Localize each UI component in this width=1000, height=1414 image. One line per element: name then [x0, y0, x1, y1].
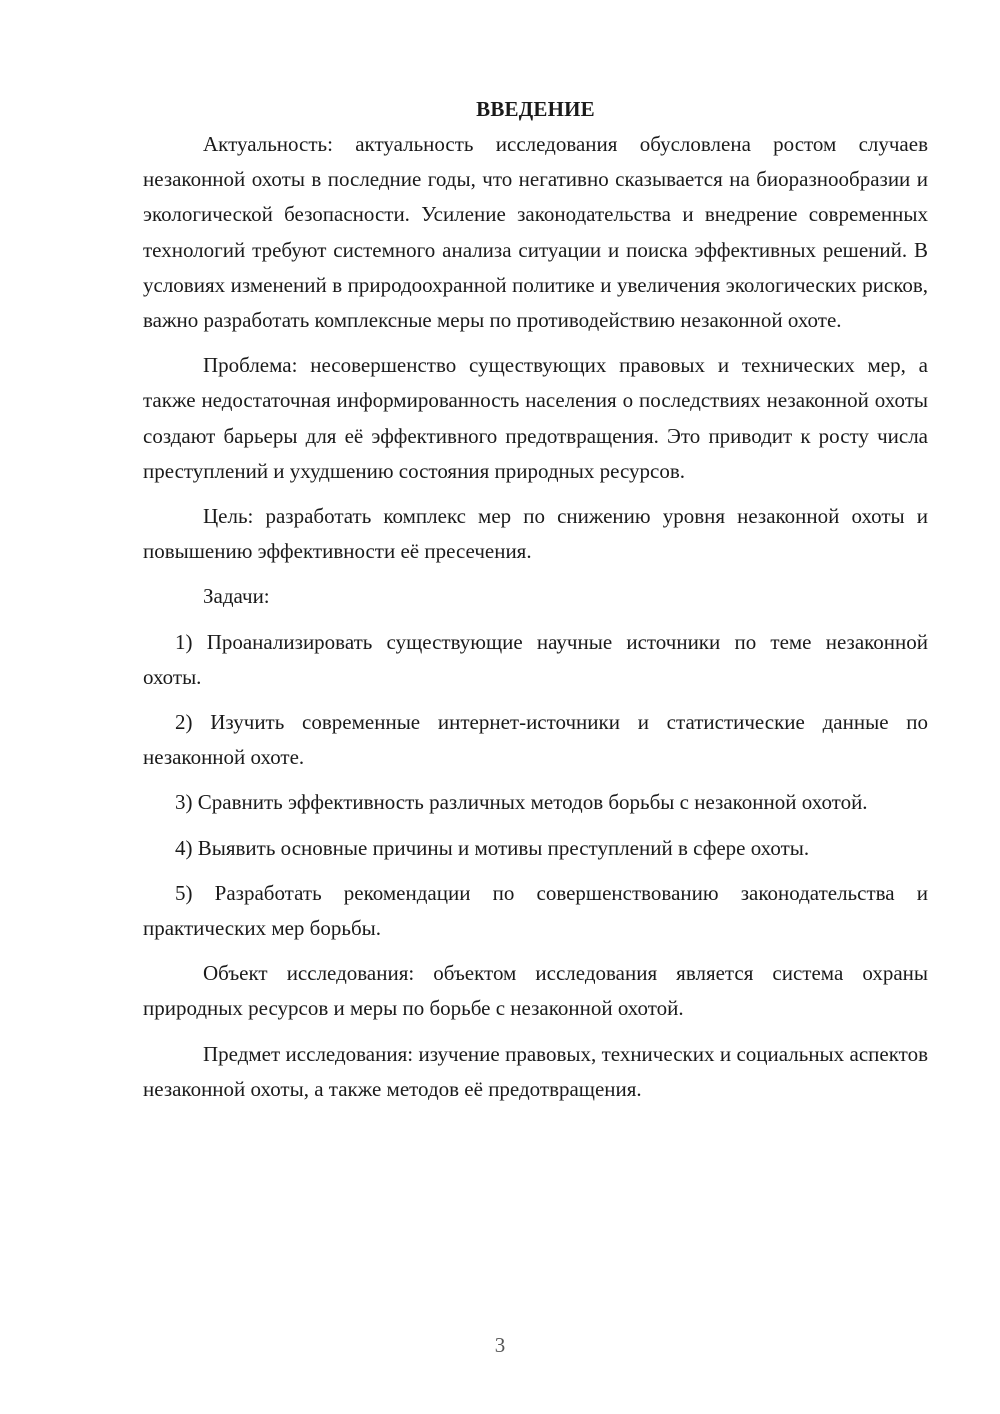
paragraph-goal: Цель: разработать комплекс мер по снижению уровня незаконной охоты и повышению эффективности её пресечения. — [143, 504, 928, 564]
paragraph-subject: Предмет исследования: изучение правовых, технических и социальных аспектов незаконной охоты, а также методов её предотвращения. — [143, 1041, 928, 1101]
task-item-5: 5) Разработать рекомендации по совершенствованию законодательства и практических мер борьбы. — [143, 880, 928, 941]
task-item-1: 1) Проанализировать существующие научные источники по теме незаконной охоты. — [143, 629, 928, 689]
task-item-2: 2) Изучить современные интернет-источники и статистические данные по незаконной охоте. — [143, 710, 928, 770]
task-item-4: 4) Выявить основные причины и мотивы преступлений в сфере охоты. — [175, 835, 810, 860]
page-number: 3 — [494, 1333, 506, 1357]
paragraph-problem: Проблема: несовершенство существующих правовых и технических мер, а также недостаточная информированность населения о последствиях незаконной охоты создают барьеры для её эффективного предотвращения. Это приводит к росту числа преступлений и ухудшению состояния природных ресурсов. — [143, 353, 928, 483]
tasks-heading: Задачи: — [203, 584, 270, 609]
section-title: ВВЕДЕНИЕ — [476, 97, 595, 121]
task-item-3: 3) Сравнить эффективность различных методов борьбы с незаконной охотой. — [175, 790, 868, 815]
paragraph-object: Объект исследования: объектом исследования является система охраны природных ресурсов и меры по борьбе с незаконной охотой. — [143, 961, 928, 1021]
document-page — [143, 92, 928, 1107]
paragraph-relevance: Актуальность: актуальность исследования обусловлена ростом случаев незаконной охоты в последние годы, что негативно сказывается на биоразнообразии и экологической безопасности. Усиление законодательства и внедрение современных технологий требуют системного анализа ситуации и поиска эффективных решений. В условиях изменений в природоохранной политике и увеличения экологических рисков, важно разработать комплексные меры по противодействию незаконной охоте. — [143, 132, 928, 333]
